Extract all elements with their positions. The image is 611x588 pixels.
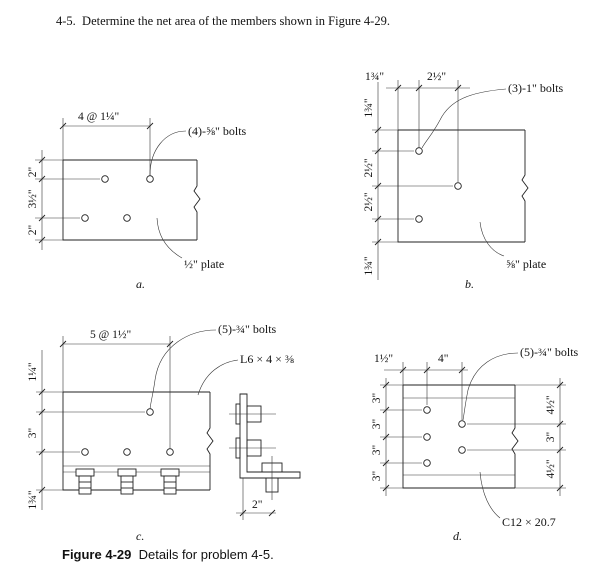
figure-d	[371, 345, 579, 543]
figure-b-hole	[455, 183, 462, 190]
figure-b-hole	[416, 216, 423, 223]
figure-b-dim-horiz-2: 2½"	[427, 71, 447, 83]
figure-c	[27, 322, 300, 543]
figure-b-dim-vert-1: 1¾"	[363, 98, 375, 118]
figure-a-dim-edge-bottom: 2"	[27, 224, 39, 236]
figure-b-dim-horiz-1: 1¾"	[365, 71, 385, 83]
figure-c-dim-vert-3: 1¾"	[27, 490, 39, 510]
figure-b-plate-label: ⅝" plate	[506, 257, 547, 271]
figure-c-sublabel: c.	[136, 529, 145, 543]
figure-c-dim-vert-2: 3"	[27, 427, 39, 439]
figure-d-bolts-label: (5)-¾" bolts	[520, 345, 579, 359]
figure-d-dim-left-2: 3"	[371, 418, 383, 430]
figure-b-dim-vert-3: 2½"	[363, 192, 375, 212]
figure-c-spacing-label: 5 @ 1½"	[90, 329, 132, 341]
figure-a-plate-outline	[63, 160, 200, 240]
figure-c-hole	[124, 449, 131, 456]
figure-c-hole	[82, 449, 89, 456]
figure-a-bolts-label: (4)-⅝" bolts	[188, 124, 247, 138]
figure-c-angle-section	[229, 394, 300, 520]
figure-d-dim-left-1: 3"	[371, 392, 383, 404]
figure-d-sublabel: d.	[453, 529, 462, 543]
figure-b-dim-vert-2: 2½"	[363, 158, 375, 178]
figure-d-hole	[424, 407, 431, 414]
figure-a-plate-label: ½" plate	[184, 257, 225, 271]
figure-d-dim-horiz-2: 4"	[438, 353, 449, 365]
figure-a	[27, 111, 247, 291]
figure-d-dim-right-3: 4½"	[545, 459, 557, 479]
figure-a-sublabel: a.	[136, 277, 145, 291]
figure-d-hole	[424, 434, 431, 441]
figure-c-dim-gage: 2"	[252, 499, 263, 511]
figure-a-dim-edge-top: 2"	[27, 166, 39, 178]
problem-text: Determine the net area of the members shown in Figure 4-29.	[82, 14, 390, 28]
problem-number: 4-5.	[56, 14, 76, 28]
figure-c-hole	[167, 449, 174, 456]
figure-d-channel-label: C12 × 20.7	[502, 515, 556, 529]
figure-a-spacing-label: 4 @ 1¼"	[78, 111, 120, 123]
figure-d-channel-outline	[403, 385, 518, 488]
figure-d-dim-right-2: 3"	[545, 431, 557, 443]
figure-a-hole	[124, 215, 131, 222]
figure-c-bolts-label: (5)-¾" bolts	[218, 322, 277, 336]
figure-b-sublabel: b.	[465, 277, 474, 291]
figure-a-hole	[102, 176, 109, 183]
figure-a-dim-middle: 3½"	[27, 189, 39, 209]
figure-b	[363, 71, 564, 291]
caption-text: Details for problem 4-5.	[138, 547, 274, 562]
figure-a-hole	[147, 176, 154, 183]
figure-d-dim-horiz-1: 1½"	[374, 353, 394, 365]
figure-c-hole	[147, 409, 154, 416]
figure-d-hole	[459, 447, 466, 454]
caption-figure-number: Figure 4-29	[62, 547, 132, 562]
figure-b-dim-vert-4: 1¾"	[363, 256, 375, 276]
figure-c-angle-label: L6 × 4 × ⅜	[240, 352, 294, 366]
figure-caption	[62, 547, 274, 562]
figure-b-hole	[416, 148, 423, 155]
figure-d-hole	[459, 421, 466, 428]
figure-d-hole	[424, 460, 431, 467]
figure-c-dim-vert-1: 1¼"	[27, 362, 39, 382]
figure-a-hole	[82, 215, 89, 222]
figure-d-dim-left-3: 3"	[371, 444, 383, 456]
figure-d-dim-right-1: 4½"	[545, 395, 557, 415]
figure-d-dim-left-4: 3"	[371, 470, 383, 482]
figure-b-bolts-label: (3)-1" bolts	[508, 81, 564, 95]
